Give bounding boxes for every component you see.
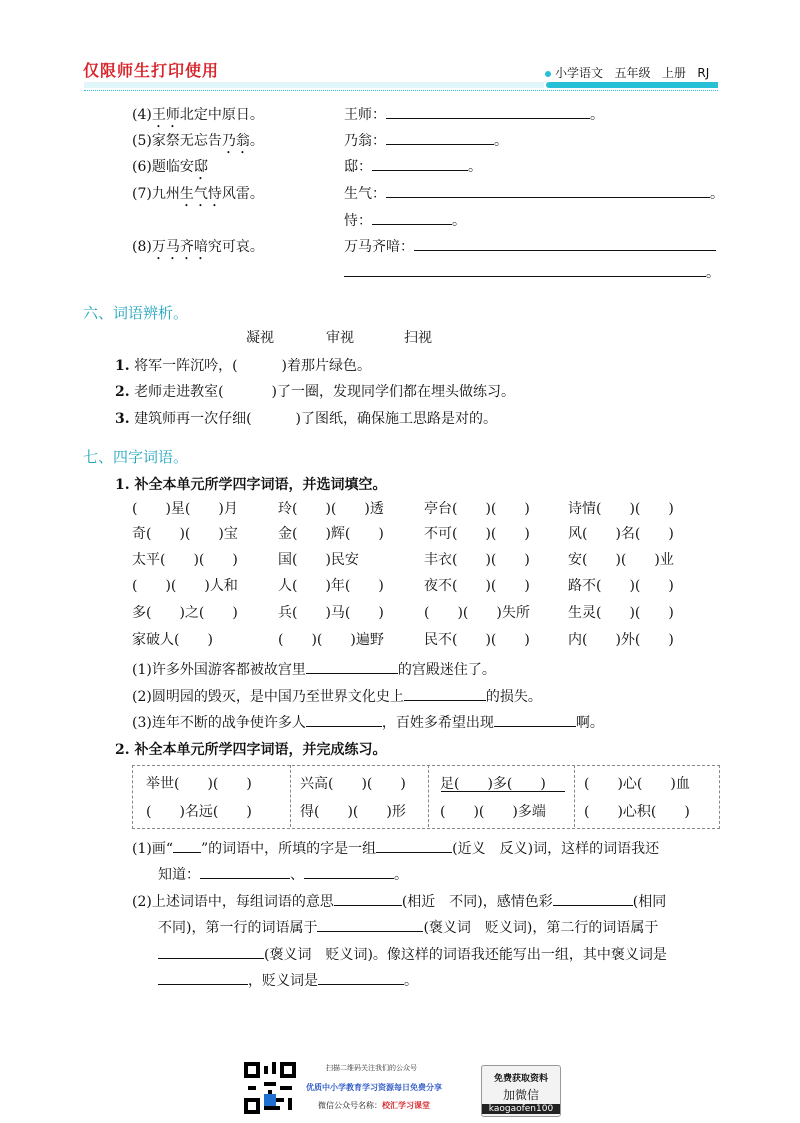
fill-2: (2)圆明园的毁灭，是中国乃至世界文化史上 的损失。 xyxy=(132,686,542,706)
idiom-cell: 国( )民安 xyxy=(278,552,359,568)
poem-a7b: 恃： 。 xyxy=(344,210,466,230)
sub-q2-line2: 不同)，第一行的词语属于 (褒义词 贬义词)，第二行的词语属于 xyxy=(158,917,658,937)
header-info xyxy=(545,64,709,81)
idiom-cell: 家破人( ) xyxy=(132,632,213,648)
fill-3: (3)连年不断的战争使许多人 ，百姓多希望出现 啊。 xyxy=(132,712,604,732)
idiom-cell: ( )星( )月 xyxy=(132,501,238,517)
bullet-icon xyxy=(545,71,551,77)
sub-q2-line4: ，贬义词是 。 xyxy=(158,970,418,990)
underline-mark xyxy=(441,791,565,792)
footer-account: 微信公众号名称：校汇学习课堂 xyxy=(318,1101,430,1110)
idiom-cell: 路不( )( ) xyxy=(568,578,674,594)
volume: 上册 xyxy=(661,66,686,80)
answer-blank[interactable] xyxy=(304,864,394,879)
word-3: 扫视 xyxy=(404,330,432,346)
idiom-cell: 玲( )( )透 xyxy=(278,501,384,517)
idiom-box-cell: ( )心积( ) xyxy=(584,804,690,820)
fill-1: (1)许多外国游客都被故宫里 的宫殿迷住了。 xyxy=(132,659,496,679)
poem-q7: (7)九州生气恃风雷。 xyxy=(132,186,264,202)
subject: 小学语文 xyxy=(555,66,604,80)
answer-blank[interactable] xyxy=(494,712,576,727)
idiom-cell: 丰衣( )( ) xyxy=(424,552,530,568)
idiom-cell: 安( )( )业 xyxy=(568,552,674,568)
sec6-item-3: 3. 建筑师再一次仔细( )了图纸，确保施工思路是对的。 xyxy=(115,411,498,427)
idiom-cell: 风( )名( ) xyxy=(568,526,674,542)
word-2: 审视 xyxy=(326,330,354,346)
idiom-box-cell: ( )名远( ) xyxy=(146,804,252,820)
idiom-cell: ( )( )遍野 xyxy=(278,632,384,648)
idiom-cell: 诗情( )( ) xyxy=(568,501,674,517)
answer-blank[interactable] xyxy=(386,130,494,145)
answer-blank[interactable] xyxy=(386,104,590,119)
poem-a5: 乃翁： 。 xyxy=(344,130,508,150)
sub-q1-line2: 知道： 、 。 xyxy=(158,864,408,884)
poem-a6: 邸： 。 xyxy=(344,156,482,176)
idiom-cell: 太平( )( ) xyxy=(132,552,238,568)
idiom-box-cell: ( )心( )血 xyxy=(584,776,690,792)
idiom-cell: ( )( )人和 xyxy=(132,578,238,594)
edition: RJ xyxy=(697,66,710,80)
header-band xyxy=(84,82,718,88)
sub-q2-line3: (褒义词 贬义词)。像这样的词语我还能写出一组，其中褒义词是 xyxy=(158,944,667,964)
section-7-title: 七、四字词语。 xyxy=(83,448,189,466)
answer-blank[interactable] xyxy=(317,917,423,932)
idiom-cell: 内( )外( ) xyxy=(568,632,674,648)
answer-blank[interactable] xyxy=(344,262,706,277)
answer-blank[interactable] xyxy=(306,712,382,727)
answer-blank[interactable] xyxy=(553,891,633,906)
idiom-cell: ( )( )失所 xyxy=(424,605,530,621)
grade: 五年级 xyxy=(614,66,651,80)
poem-q6: (6)题临安邸 xyxy=(132,159,208,175)
poem-a8: 万马齐喑： xyxy=(344,236,716,256)
idiom-cell: 亭台( )( ) xyxy=(424,501,530,517)
section-6-title: 六、词语辨析。 xyxy=(83,304,189,322)
idiom-cell: 兵( )马( ) xyxy=(278,605,384,621)
sec7-q1: 1. 补全本单元所学四字词语，并选词填空。 xyxy=(115,477,387,493)
idiom-cell: 夜不( )( ) xyxy=(424,578,530,594)
answer-blank[interactable] xyxy=(404,686,486,701)
poem-q8: (8)万马齐喑究可哀。 xyxy=(132,239,264,255)
idiom-box-cell: 举世( )( ) xyxy=(146,776,252,792)
idiom-box-cell: 得( )( )形 xyxy=(300,804,406,820)
sub-q2-line1: (2)上述词语中，每组词语的意思 (相近 不同)，感情色彩 (相同 xyxy=(132,891,666,911)
answer-blank[interactable] xyxy=(414,236,716,251)
answer-blank[interactable] xyxy=(372,210,452,225)
answer-blank[interactable] xyxy=(318,970,404,985)
idiom-cell: 不可( )( ) xyxy=(424,526,530,542)
sec6-item-2: 2. 老师走进教室( )了一圈，发现同学们都在埋头做练习。 xyxy=(115,384,516,400)
poem-q4: (4)王师北定中原日。 xyxy=(132,107,264,123)
idiom-box-cell: 足( )多( ) xyxy=(440,776,546,792)
idiom-cell: 民不( )( ) xyxy=(424,632,530,648)
sec6-item-1: 1. 将军一阵沉吟，( )着那片绿色。 xyxy=(115,358,372,374)
footer-scan: 扫描二维码关注我们的公众号 xyxy=(326,1064,417,1072)
idiom-cell: 多( )之( ) xyxy=(132,605,238,621)
answer-blank[interactable] xyxy=(306,659,398,674)
qr-code-icon xyxy=(244,1062,296,1114)
footer-share: 优质中小学教育学习资源每日免费分享 xyxy=(306,1083,442,1092)
poem-a7: 生气： 。 xyxy=(344,183,724,203)
sub-q1-line1: (1)画“ ”的词语中，所填的字是一组 (近义 反义)词，这样的词语我还 xyxy=(132,838,659,858)
word-1: 凝视 xyxy=(246,330,274,346)
answer-blank[interactable] xyxy=(386,183,710,198)
idiom-box-cell: 兴高( )( ) xyxy=(300,776,406,792)
answer-blank[interactable] xyxy=(158,970,248,985)
poem-a8b: 。 xyxy=(344,262,720,282)
wechat-box: 免费获取资料 加微信 kaogaofen100 xyxy=(481,1065,561,1117)
idiom-cell: 奇( )( )宝 xyxy=(132,526,238,542)
idiom-cell: 人( )年( ) xyxy=(278,578,384,594)
sec7-q2: 2. 补全本单元所学四字词语，并完成练习。 xyxy=(115,742,387,758)
answer-blank[interactable] xyxy=(372,156,468,171)
idiom-cell: 生灵( )( ) xyxy=(568,605,674,621)
poem-a4: 王师： 。 xyxy=(344,104,604,124)
poem-q5: (5)家祭无忘告乃翁。 xyxy=(132,133,264,149)
answer-blank[interactable] xyxy=(200,864,290,879)
idiom-cell: 金( )辉( ) xyxy=(278,526,384,542)
answer-blank[interactable] xyxy=(376,838,452,853)
idiom-box-cell: ( )( )多端 xyxy=(440,804,546,820)
watermark-title: 仅限师生打印使用 xyxy=(83,61,220,80)
answer-blank[interactable] xyxy=(334,891,402,906)
answer-blank[interactable] xyxy=(158,944,264,959)
